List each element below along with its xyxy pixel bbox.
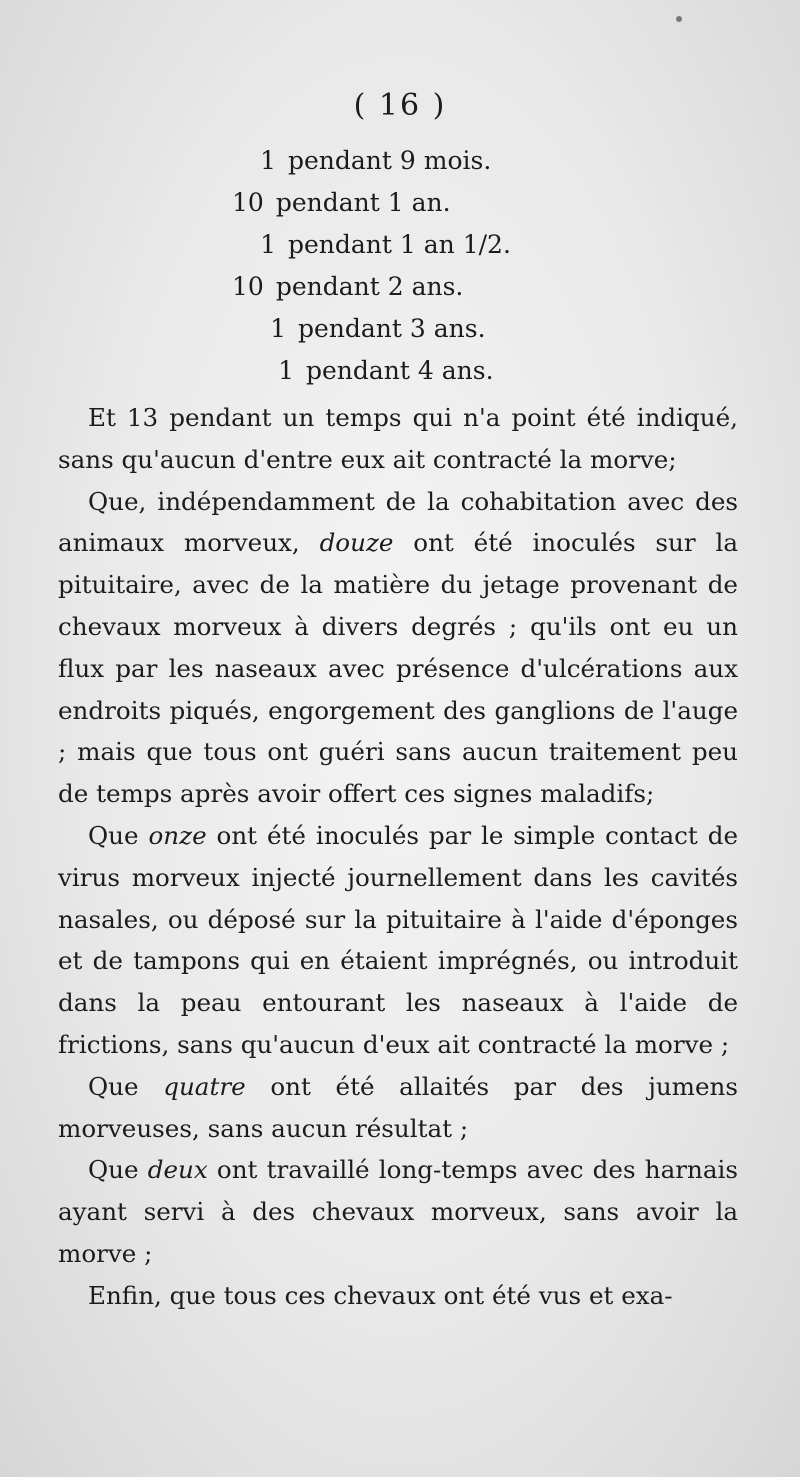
paragraph-text: ont été allaités par des jumens morveuses, sans aucun résultat ;: [58, 1071, 738, 1143]
paragraph-text: Enfin, que tous ces chevaux ont été vus et exa-: [88, 1280, 673, 1310]
duration-line: [232, 182, 451, 224]
duration-text: pendant 4 ans.: [306, 356, 494, 385]
ink-speck: [676, 16, 682, 22]
paragraph: [58, 815, 738, 1066]
duration-count: 1: [270, 314, 286, 343]
duration-line: [246, 224, 511, 266]
duration-text: pendant 1 an 1/2.: [288, 230, 511, 259]
duration-line: [246, 140, 491, 182]
duration-count: 1: [260, 230, 276, 259]
emphasized-word: onze: [148, 820, 207, 850]
duration-text: pendant 9 mois.: [288, 146, 492, 175]
paragraph: [58, 1275, 738, 1317]
duration-count: 10: [232, 188, 264, 217]
emphasized-word: quatre: [163, 1071, 246, 1101]
body-text: [58, 397, 738, 1317]
duration-count: 1: [278, 356, 294, 385]
page-number: ( 16 ): [353, 88, 447, 123]
paragraph-text: ont travaillé long-temps avec des harnais ayant servi à des chevaux morveux, sans avoir la morve ;: [58, 1155, 739, 1268]
duration-line: [264, 350, 494, 392]
paragraph-text: Que: [88, 1155, 148, 1185]
paragraph-text: ont été inoculés par le simple contact de virus morveux injecté journellement dans les cavités nasales, ou déposé sur la pituitaire à l'aide d'éponges et de tampons qui en étaient imprégnés, ou introduit dans la peau entourant les naseaux à l'aide de frictions, sans qu'aucun d'eux ait contracté la morve ;: [58, 820, 738, 1059]
duration-line: [256, 308, 486, 350]
paragraph-text: Que: [88, 1071, 164, 1101]
paragraph-text: Que: [88, 820, 149, 850]
paragraph: [58, 481, 738, 815]
paragraph-text: Que, indépendamment de la cohabitation avec des animaux morveux,: [58, 486, 738, 558]
duration-text: pendant 1 an.: [275, 188, 451, 217]
paragraph-text: ont été inoculés sur la pituitaire, avec de la matière du jetage provenant de chevaux morveux à divers degrés ; qu'ils ont eu un flux par les naseaux avec présence d'ulcérations aux endroits piqués, engorgement des ganglions de l'auge ; mais que tous ont guéri sans aucun traitement peu de temps après avoir offert ces signes maladifs;: [58, 528, 738, 809]
paragraph-text: Et 13 pendant un temps qui n'a point été indiqué, sans qu'aucun d'entre eux ait contracté la morve;: [58, 403, 738, 474]
duration-text: pendant 3 ans.: [298, 314, 486, 343]
duration-count: 1: [260, 146, 276, 175]
duration-count: 10: [232, 272, 264, 301]
paragraph: [58, 1066, 738, 1150]
paragraph: [58, 1149, 738, 1274]
duration-text: pendant 2 ans.: [275, 272, 464, 301]
paragraph: [58, 397, 738, 481]
duration-line: [232, 266, 463, 308]
emphasized-word: deux: [147, 1155, 208, 1185]
emphasized-word: douze: [319, 528, 394, 558]
